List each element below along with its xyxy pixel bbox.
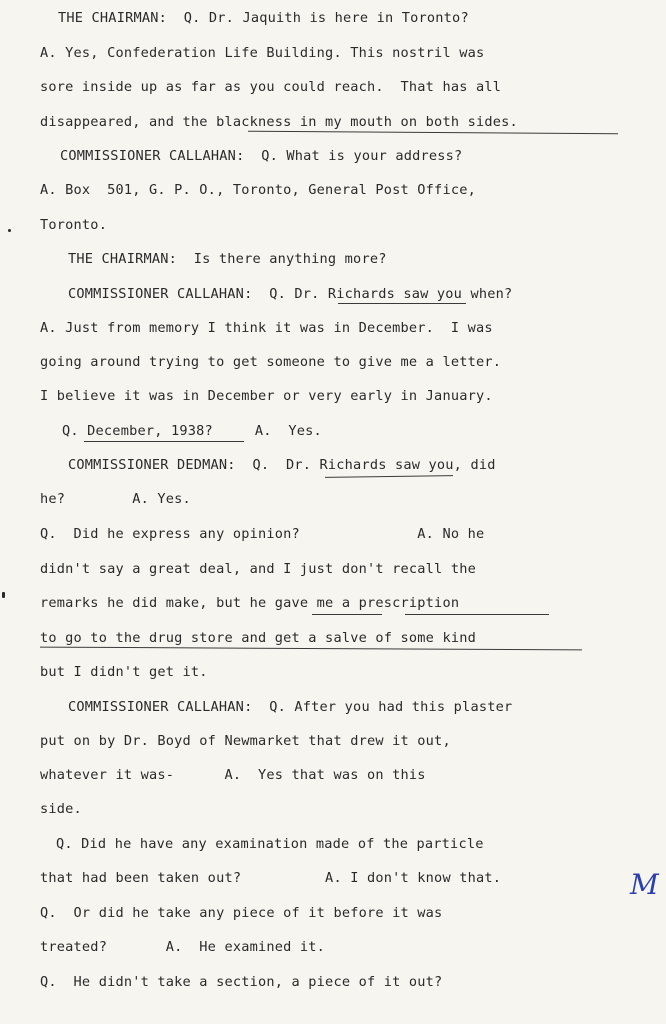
underline-blackness <box>248 131 618 135</box>
transcript-line-26: that had been taken out? A. I don't know that. <box>40 870 502 886</box>
transcript-line-22: put on by Dr. Boyd of Newmarket that drew it out, <box>40 733 451 749</box>
underline-dr-richards-1 <box>338 303 466 304</box>
transcript-line-15: he? A. Yes. <box>40 491 191 507</box>
transcript-line-2: A. Yes, Confederation Life Building. This nostril was <box>40 45 485 61</box>
transcript-line-5: COMMISSIONER CALLAHAN: Q. What is your address? <box>60 148 463 164</box>
transcript-line-3: sore inside up as far as you could reach. That has all <box>40 79 502 95</box>
transcript-line-8: THE CHAIRMAN: Is there anything more? <box>68 251 387 267</box>
handwritten-margin-note: M <box>630 868 659 901</box>
margin-speck <box>8 229 11 232</box>
transcript-line-9: COMMISSIONER CALLAHAN: Q. Dr. Richards saw you when? <box>68 286 513 302</box>
transcript-line-12: I believe it was in December or very early in January. <box>40 388 493 404</box>
transcript-line-6: A. Box 501, G. P. O., Toronto, General Post Office, <box>40 182 476 198</box>
transcript-line-13: Q. December, 1938? A. Yes. <box>62 423 322 439</box>
transcript-line-17: didn't say a great deal, and I just don't recall the <box>40 561 476 577</box>
transcript-line-1: THE CHAIRMAN: Q. Dr. Jaquith is here in Toronto? <box>58 10 469 26</box>
transcript-line-25: Q. Did he have any examination made of the particle <box>56 836 484 852</box>
transcript-line-21: COMMISSIONER CALLAHAN: Q. After you had this plaster <box>68 699 513 715</box>
transcript-line-18: remarks he did make, but he gave me a prescription <box>40 595 460 611</box>
transcript-line-7: Toronto. <box>40 217 108 233</box>
transcript-line-23: whatever it was- A. Yes that was on this <box>40 767 426 783</box>
transcript-line-16: Q. Did he express any opinion? A. No he <box>40 526 485 542</box>
transcript-line-20: but I didn't get it. <box>40 664 208 680</box>
transcript-line-4: disappeared, and the blackness in my mouth on both sides. <box>40 114 518 130</box>
transcript-line-14: COMMISSIONER DEDMAN: Q. Dr. Richards saw you, did <box>68 457 496 473</box>
underline-dr-richards-2 <box>325 475 453 478</box>
underline-drug-store <box>40 647 582 651</box>
transcript-line-27: Q. Or did he take any piece of it before it was <box>40 905 443 921</box>
transcript-line-29: Q. He didn't take a section, a piece of it out? <box>40 974 443 990</box>
transcript-line-24: side. <box>40 801 82 817</box>
transcript-line-28: treated? A. He examined it. <box>40 939 326 955</box>
transcript-line-11: going around trying to get someone to give me a letter. <box>40 354 502 370</box>
underline-prescription <box>405 614 549 615</box>
margin-speck-2 <box>2 592 5 598</box>
underline-december-1938 <box>84 441 244 442</box>
underline-gave-me <box>312 614 382 615</box>
transcript-line-10: A. Just from memory I think it was in December. I was <box>40 320 493 336</box>
transcript-line-19: to go to the drug store and get a salve of some kind <box>40 630 476 646</box>
